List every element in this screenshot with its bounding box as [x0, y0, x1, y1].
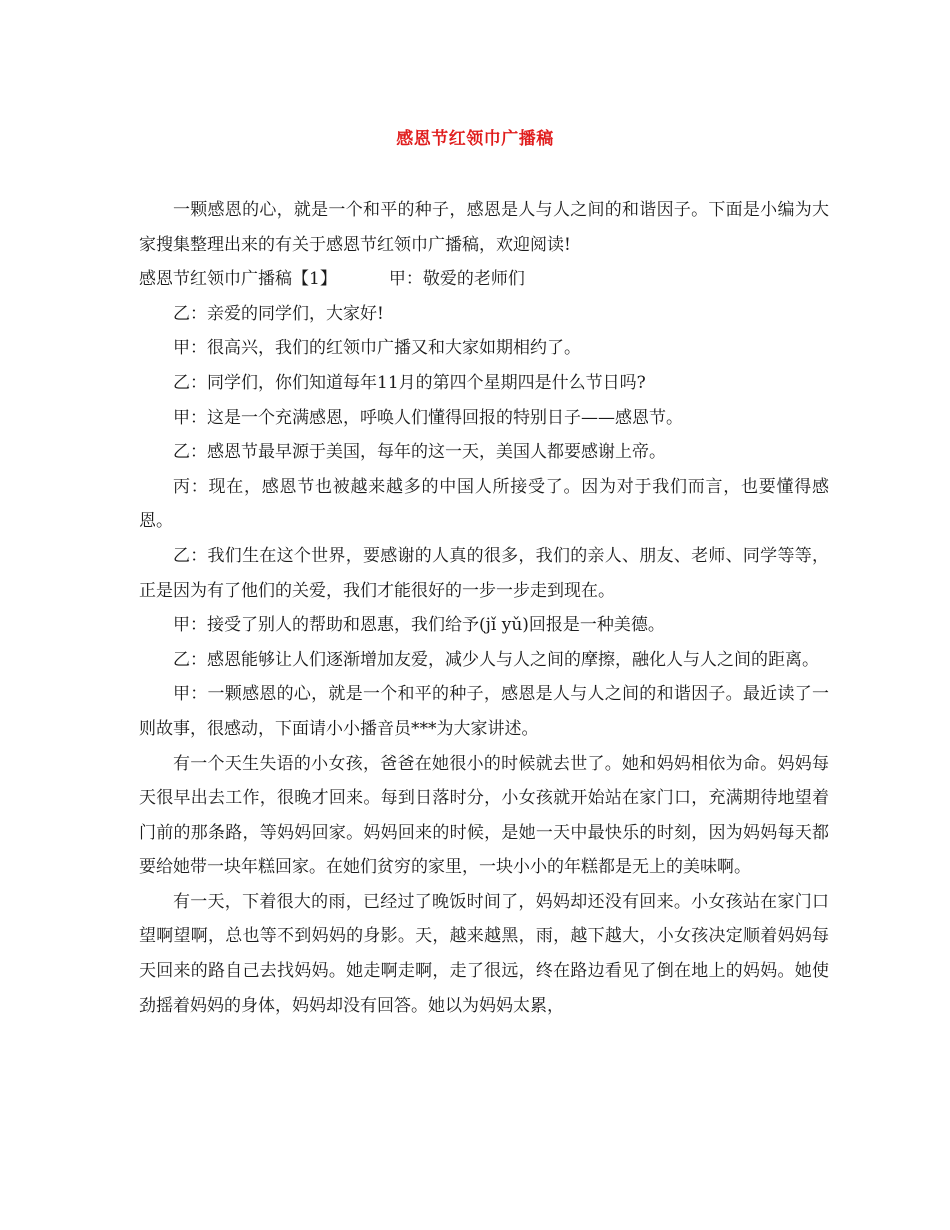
paragraph: 乙：同学们，你们知道每年11月的第四个星期四是什么节日吗? — [173, 372, 646, 393]
paragraph: 乙：感恩节最早源于美国，每年的这一天，美国人都要感谢上帝。 — [173, 442, 666, 463]
paragraph: 甲：接受了别人的帮助和恩惠，我们给予(jǐ yǔ)回报是一种美德。 — [173, 615, 665, 636]
paragraph: 乙：我们生在这个世界，要感谢的人真的很多，我们的亲人、朋友、老师、同学等等，正是因为有了他们的关爱，我们才能很好的一步一步走到现在。 — [139, 545, 829, 601]
paragraph: 有一个天生失语的小女孩，爸爸在她很小的时候就去世了。她和妈妈相依为命。妈妈每天很早出去工作，很晚才回来。每到日落时分，小女孩就开始站在家门口，充满期待地望着门前的那条路，等妈妈回家。妈妈回来的时候，是她一天中最快乐的时刻，因为妈妈每天都要给她带一块年糕回家。在她们贫穷的家里，一块小小的年糕都是无上的美味啊。 — [139, 753, 829, 878]
paragraph: 丙：现在，感恩节也被越来越多的中国人所接受了。因为对于我们而言，也要懂得感恩。 — [139, 476, 829, 532]
paragraph: 甲：这是一个充满感恩，呼唤人们懂得回报的特别日子——感恩节。 — [173, 407, 683, 428]
document-title: 感恩节红领巾广播稿 — [396, 129, 554, 149]
intro-paragraph: 一颗感恩的心，就是一个和平的种子，感恩是人与人之间的和谐因子。下面是小编为大家搜集整理出来的有关于感恩节红领巾广播稿，欢迎阅读! — [139, 200, 829, 255]
document-body — [139, 193, 829, 1023]
section-heading-line — [139, 262, 829, 297]
paragraph: 乙：亲爱的同学们，大家好! — [173, 303, 384, 324]
paragraph: 有一天，下着很大的雨，已经过了晚饭时间了，妈妈却还没有回来。小女孩站在家门口望啊望啊，总也等不到妈妈的身影。天，越来越黑，雨，越下越大，小女孩决定顺着妈妈每天回来的路自己去找妈妈。她走啊走啊，走了很远，终在路边看见了倒在地上的妈妈。她使劲摇着妈妈的身体，妈妈却没有回答。她以为妈妈太累， — [139, 891, 829, 1016]
paragraph: 甲：一颗感恩的心，就是一个和平的种子，感恩是人与人之间的和谐因子。最近读了一则故事，很感动，下面请小小播音员***为大家讲述。 — [139, 684, 829, 739]
section-heading: 感恩节红领巾广播稿【1】 — [139, 269, 337, 290]
section-first-line: 甲：敬爱的老师们 — [388, 269, 525, 290]
paragraph: 甲：很高兴，我们的红领巾广播又和大家如期相约了。 — [173, 338, 581, 359]
paragraph: 乙：感恩能够让人们逐渐增加友爱，减少人与人之间的摩擦，融化人与人之间的距离。 — [173, 649, 819, 670]
